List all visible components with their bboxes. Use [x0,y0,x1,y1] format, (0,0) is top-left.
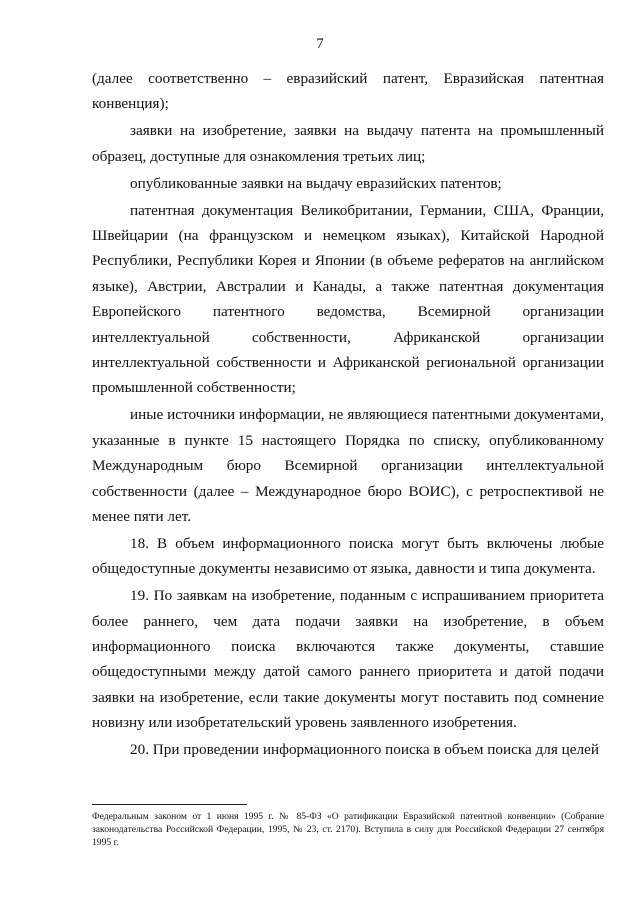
page-number: 7 [316,36,324,52]
paragraph-other-sources: иные источники информации, не являющиеся патентными документами, указанные в пункте 15 настоящего Порядка по списку, опубликованному Международным бюро Всемирной организации интеллектуальной собственности (далее – Международное бюро ВОИС), с ретроспективой не менее пяти лет. [92,406,604,525]
paragraph-patent-documentation: патентная документация Великобритании, Германии, США, Франции, Швейцарии (на французском и немецком языках), Китайской Народной Республики, Республики Корея и Японии (в объеме рефератов на английском языке), Австрии, Австралии и Канады, а также патентная документация Европейского патентного ведомства, Всемирной организации интеллектуальной собственности, Африканской организации интеллектуальной собственности и Африканской региональной организации промышленной собственности; [92,201,604,397]
paragraph-20: 20. При проведении информационного поиска в объем поиска для целей [130,741,599,759]
paragraph-published-eurasian-applications: опубликованные заявки на выдачу евразийских патентов; [130,174,502,192]
body-text [92,66,604,764]
footnote [92,810,604,849]
footnote-separator [92,804,247,805]
paragraph-19: 19. По заявкам на изобретение, поданным с испрашиванием приоритета более раннего, чем дата подачи заявки на изобретение, в объем информационного поиска включаются также документы, ставшие общедоступными между датой самого раннего приоритета и датой подачи заявки на изобретение, если такие документы могут поставить под сомнение новизну или изобретательский уровень заявленного изобретения. [92,587,604,732]
footnote-text: Федеральным законом от 1 июня 1995 г. № 85-ФЗ «О ратификации Евразийской патентной конвенции» (Собрание законодательства Российской Федерации, 1995, № 23, ст. 2170). Вступила в силу для Российской Федерации 27 сентября 1995 г. [92,811,604,848]
paragraph-continuation: (далее соответственно – евразийский патент, Евразийская патентная конвенция); [92,70,604,113]
paragraph-18: 18. В объем информационного поиска могут быть включены любые общедоступные документы независимо от языка, давности и типа документа. [92,534,604,578]
paragraph-applications-available: заявки на изобретение, заявки на выдачу патента на промышленный образец, доступные для ознакомления третьих лиц; [92,122,604,165]
